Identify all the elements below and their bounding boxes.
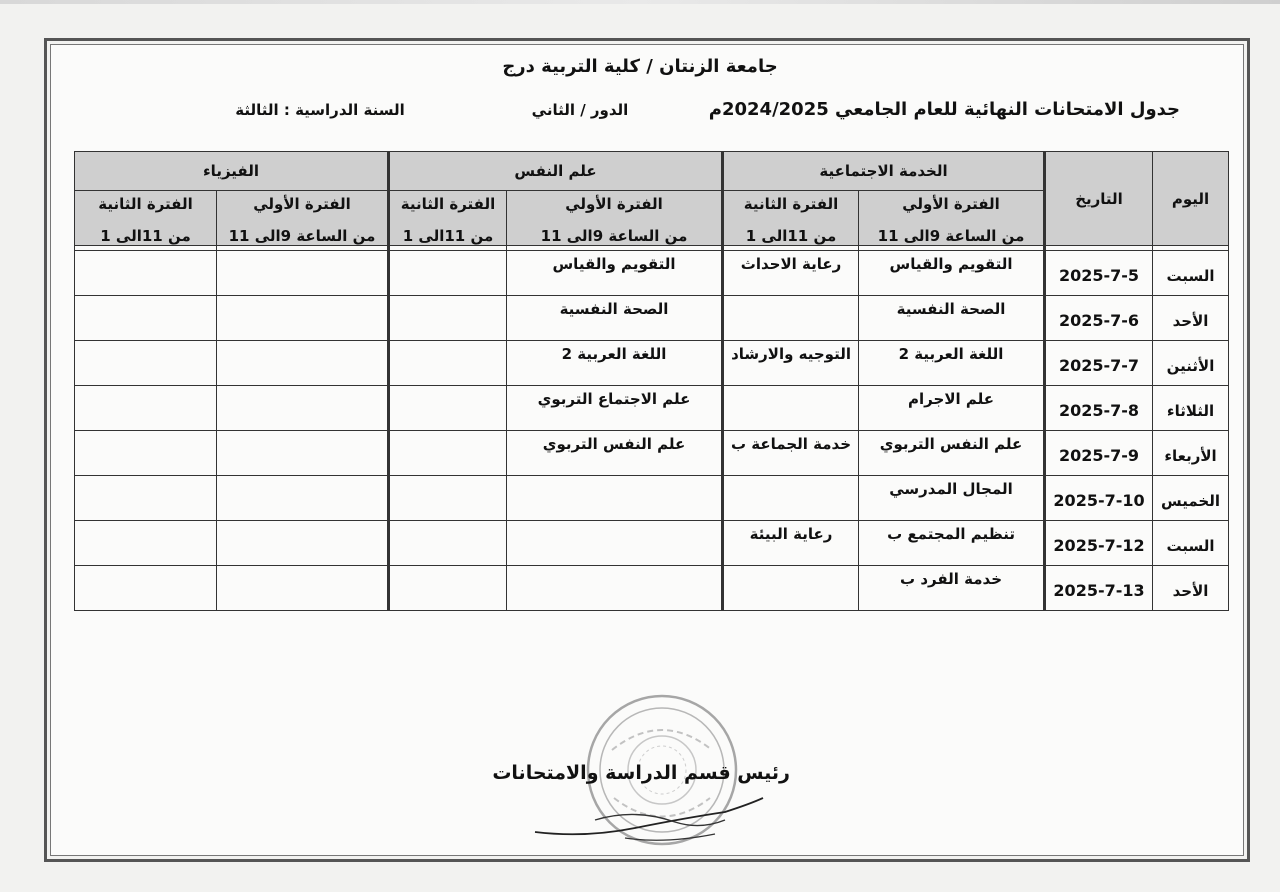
date-cell: 2025-7-6 [1045, 296, 1153, 341]
department-header: الفيزياء [75, 152, 389, 191]
exam-cell: التقويم والقياس [859, 251, 1045, 296]
exam-cell: علم الاجتماع التربوي [507, 386, 723, 431]
exam-cell: اللغة العربية 2 [507, 341, 723, 386]
period-time: من الساعة 9الى 11 [540, 227, 688, 245]
exam-cell [389, 341, 507, 386]
date-cell: 2025-7-12 [1045, 521, 1153, 566]
table-row [75, 566, 1229, 611]
exam-cell [217, 386, 389, 431]
exam-cell: المجال المدرسي [859, 476, 1045, 521]
university-name: جامعة الزنتان / كلية التربية درج [502, 56, 778, 77]
signature-title: رئيس قسم الدراسة والامتحانات [492, 762, 790, 784]
table-row [75, 251, 1229, 296]
department-header: الخدمة الاجتماعية [723, 152, 1045, 191]
exam-cell: علم الاجرام [859, 386, 1045, 431]
exam-cell [217, 341, 389, 386]
date-cell: 2025-7-9 [1045, 431, 1153, 476]
period-header [389, 191, 507, 246]
exam-cell [507, 566, 723, 611]
day-column-header: اليوم [1153, 152, 1229, 246]
period-label: الفترة الثانية [98, 195, 193, 213]
table-row [75, 476, 1229, 521]
study-year: السنة الدراسية : الثالثة [235, 101, 405, 119]
exam-cell: تنظيم المجتمع ب [859, 521, 1045, 566]
exam-cell [723, 296, 859, 341]
table-row [75, 296, 1229, 341]
day-cell: الثلاثاء [1153, 386, 1229, 431]
exam-cell: علم النفس التربوي [859, 431, 1045, 476]
exam-cell [507, 476, 723, 521]
period-time: من 11الى 1 [402, 227, 494, 245]
date-cell: 2025-7-13 [1045, 566, 1153, 611]
exam-cell [217, 251, 389, 296]
exam-cell: التوجيه والارشاد [723, 341, 859, 386]
exam-cell [75, 431, 217, 476]
day-cell: السبت [1153, 521, 1229, 566]
period-header [507, 191, 723, 246]
period-time: من 11الى 1 [100, 227, 191, 245]
schedule-title: جدول الامتحانات النهائية للعام الجامعي 2024/2025م [708, 99, 1180, 120]
exam-cell [217, 566, 389, 611]
period-label: الفترة الأولي [253, 195, 351, 213]
exam-cell [389, 296, 507, 341]
period-header [75, 191, 217, 246]
exam-cell: اللغة العربية 2 [859, 341, 1045, 386]
period-time: من 11الى 1 [745, 227, 837, 245]
exam-cell [389, 521, 507, 566]
exam-cell [75, 386, 217, 431]
period-time: من الساعة 9الى 11 [877, 227, 1025, 245]
period-time: من الساعة 9الى 11 [228, 227, 376, 245]
table-row [75, 521, 1229, 566]
scan-edge [0, 0, 1280, 4]
day-cell: السبت [1153, 251, 1229, 296]
period-header [859, 191, 1045, 246]
exam-cell [723, 386, 859, 431]
exam-cell [389, 566, 507, 611]
department-header: علم النفس [389, 152, 723, 191]
period-label: الفترة الثانية [743, 195, 839, 213]
exam-cell [217, 476, 389, 521]
day-cell: الأثنين [1153, 341, 1229, 386]
exam-cell [217, 431, 389, 476]
exam-cell [75, 251, 217, 296]
date-cell: 2025-7-10 [1045, 476, 1153, 521]
day-cell: الأربعاء [1153, 431, 1229, 476]
date-column-header: التاريخ [1045, 152, 1153, 246]
exam-cell: رعاية الاحداث [723, 251, 859, 296]
period-header [217, 191, 389, 246]
period-label: الفترة الأولي [565, 195, 663, 213]
exam-cell [723, 566, 859, 611]
exam-cell [723, 476, 859, 521]
period-label: الفترة الأولي [902, 195, 1000, 213]
table-row [75, 431, 1229, 476]
handwritten-signature [525, 790, 775, 850]
exam-cell [507, 521, 723, 566]
exam-cell: خدمة الفرد ب [859, 566, 1045, 611]
exam-cell [217, 296, 389, 341]
exam-cell [75, 566, 217, 611]
period-label: الفترة الثانية [400, 195, 496, 213]
exam-cell [389, 431, 507, 476]
date-cell: 2025-7-8 [1045, 386, 1153, 431]
exam-cell: رعاية البيئة [723, 521, 859, 566]
exam-cell: خدمة الجماعة ب [723, 431, 859, 476]
exam-schedule-table [74, 151, 1229, 611]
period-header [723, 191, 859, 246]
day-cell: الأحد [1153, 296, 1229, 341]
day-cell: الأحد [1153, 566, 1229, 611]
exam-cell [75, 521, 217, 566]
exam-cell: التقويم والقياس [507, 251, 723, 296]
exam-cell [389, 251, 507, 296]
exam-cell [389, 386, 507, 431]
exam-round: الدور / الثاني [531, 101, 629, 119]
exam-cell [75, 476, 217, 521]
exam-cell [217, 521, 389, 566]
date-cell: 2025-7-7 [1045, 341, 1153, 386]
exam-cell: الصحة النفسية [507, 296, 723, 341]
exam-cell [75, 341, 217, 386]
day-cell: الخميس [1153, 476, 1229, 521]
table-row [75, 386, 1229, 431]
table-row [75, 341, 1229, 386]
exam-cell [389, 476, 507, 521]
date-cell: 2025-7-5 [1045, 251, 1153, 296]
exam-cell: الصحة النفسية [859, 296, 1045, 341]
exam-cell: علم النفس التربوي [507, 431, 723, 476]
exam-cell [75, 296, 217, 341]
